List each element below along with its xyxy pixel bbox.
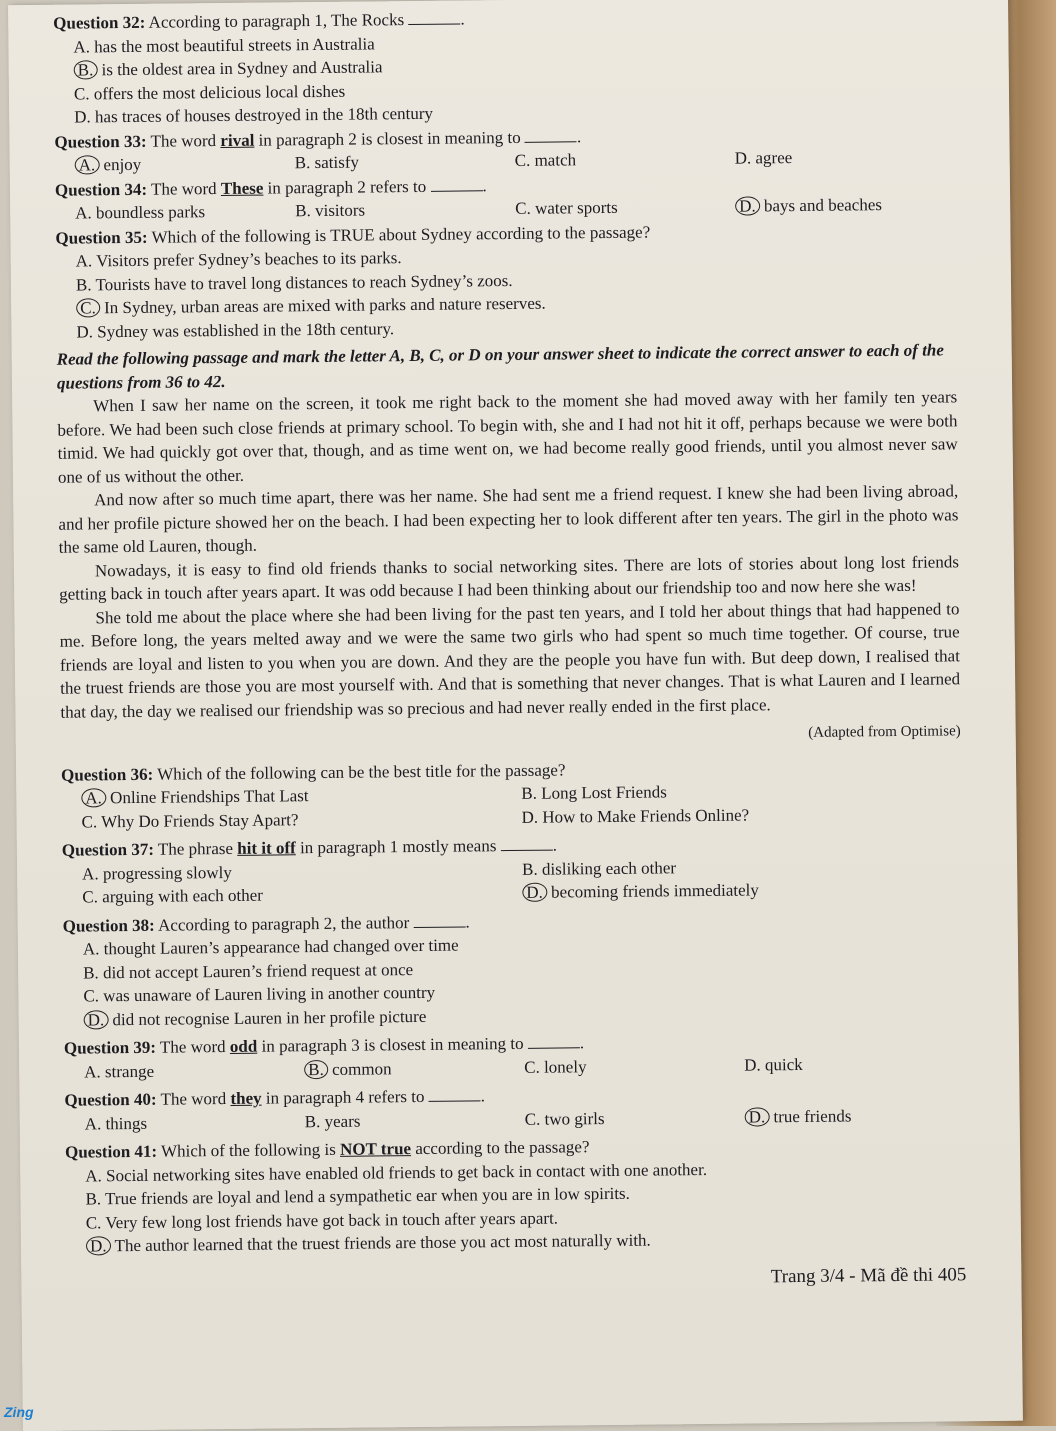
- option-text: things: [105, 1113, 148, 1133]
- question-41: [65, 1131, 966, 1258]
- question-number: Question 38:: [62, 915, 155, 936]
- reading-instruction: Read the following passage and mark the letter A, B, C, or D on your answer sheet to indicate the correct answer to each of the questions from 36 to 42.: [56, 340, 944, 393]
- question-keyword: they: [230, 1088, 262, 1108]
- option-text: common: [331, 1058, 392, 1079]
- option-text: strange: [104, 1061, 155, 1081]
- option-letter: C.: [515, 198, 531, 218]
- answer-blank: [430, 176, 482, 192]
- passage-paragraph-2: And now after so much time apart, there was her name. She had sent me a friend request. I knew she had been living abroad, and her profile picture showed her on the beach. I had been expecting her to look different after ten years. The girl in the photo was the same old Lauren, though.: [58, 481, 959, 557]
- questions-group-1: [53, 2, 956, 343]
- option-text: Tourists have to travel long distances to reach Sydney’s zoos.: [95, 270, 513, 294]
- question-35: [55, 217, 956, 344]
- option-letter: C.: [524, 1109, 541, 1129]
- option-text: match: [534, 150, 577, 170]
- question-keyword: NOT true: [339, 1139, 412, 1159]
- option-letter: D.: [74, 107, 91, 127]
- option-a: [84, 1058, 304, 1084]
- question-36: [61, 754, 962, 834]
- question-number: Question 39:: [63, 1037, 157, 1058]
- option-text: true friends: [773, 1105, 852, 1126]
- option-letter: B.: [74, 60, 98, 79]
- passage-paragraph-3: Nowadays, it is easy to find old friends thanks to social networking sites. There are lots of stories about long lost friends getting back in touch after years apart. It was odd because I had been thinking about our friendship too and now here she was!: [59, 551, 960, 604]
- question-text-after: in paragraph 2 is closest in meaning to: [258, 127, 521, 150]
- reading-passage: [57, 385, 960, 723]
- option-d: [735, 192, 955, 218]
- option-text: bays and beaches: [763, 195, 883, 216]
- option-text: True friends are loyal and lend a sympathetic ear when you are in low spirits.: [104, 1183, 630, 1209]
- option-text: In Sydney, urban areas are mixed with parks and nature reserves.: [103, 293, 546, 318]
- option-c: [81, 805, 521, 833]
- question-text: According to paragraph 1, The Rocks: [148, 10, 405, 32]
- questions-group-2: [61, 754, 966, 1258]
- option-text: arguing with each other: [102, 885, 263, 907]
- option-letter: A.: [85, 1165, 102, 1185]
- option-letter: A.: [75, 155, 100, 174]
- option-letter: D.: [521, 807, 539, 827]
- option-b: [295, 149, 515, 175]
- option-text: is the oldest area in Sydney and Australia: [101, 57, 383, 80]
- option-a: [75, 151, 295, 177]
- option-text: did not recognise Lauren in her profile picture: [112, 1006, 427, 1029]
- option-letter: A.: [73, 36, 91, 57]
- option-c: [515, 147, 735, 173]
- question-32: [53, 2, 954, 129]
- option-letter: C.: [83, 986, 100, 1006]
- question-38: [63, 905, 964, 1032]
- option-text: lonely: [543, 1056, 587, 1077]
- passage-paragraph-4: She told me about the place where she had been living for the past ten years, and I told her about things that had happened to me. Before long, the years melted away and we were the same two girls who had spent so much time together. Of course, true friends are loyal and listen to you when you are down. And they are the people you have fun with. But deep down, I realised that the truest friends are those you are most yourself with. And that is something that never changes. That is what Lauren and I learned that day, the day we realised our friendship was so precious and had never really ended in the first place.: [59, 598, 961, 722]
- option-letter: A.: [81, 788, 106, 807]
- option-d: [744, 1051, 964, 1077]
- option-letter: C.: [524, 1057, 540, 1077]
- option-letter: B.: [304, 1111, 321, 1131]
- question-33: [54, 121, 954, 177]
- option-c: [515, 195, 735, 221]
- option-letter: D.: [735, 196, 760, 215]
- option-text: progressing slowly: [102, 862, 232, 883]
- option-letter: A.: [84, 1061, 101, 1081]
- question-number: Question 34:: [54, 179, 148, 200]
- option-d: [745, 1103, 965, 1129]
- question-40: [64, 1079, 964, 1135]
- option-letter: C.: [85, 1212, 102, 1232]
- option-text: Social networking sites have enabled old friends to get back in contact with one another.: [105, 1159, 708, 1185]
- option-letter: C.: [514, 150, 531, 170]
- option-letter: D.: [745, 1107, 770, 1126]
- option-text: Long Lost Friends: [541, 782, 667, 803]
- option-letter: A.: [75, 251, 93, 271]
- option-text: visitors: [314, 200, 366, 221]
- option-text: Visitors prefer Sydney’s beaches to its parks.: [96, 248, 402, 271]
- option-letter: A.: [82, 939, 100, 959]
- question-text-after: in paragraph 2 refers to: [267, 176, 427, 198]
- option-letter: A.: [82, 863, 99, 884]
- option-text: two girls: [544, 1108, 605, 1129]
- option-text: enjoy: [103, 154, 142, 175]
- option-letter: D.: [522, 883, 547, 902]
- option-text: did not accept Lauren’s friend request at once: [102, 959, 414, 982]
- question-keyword: odd: [229, 1036, 258, 1056]
- option-text: has the most beautiful streets in Australia: [94, 33, 375, 56]
- exam-page: [8, 0, 1023, 1431]
- answer-blank: [408, 9, 460, 25]
- option-letter: B.: [521, 783, 538, 803]
- question-stem: Question 33: The word rival in paragraph 2 is closest in meaning to .: [54, 126, 582, 152]
- option-text: satisfy: [314, 152, 360, 173]
- zing-watermark: Zing: [4, 1404, 34, 1420]
- option-text: disliking each other: [541, 857, 677, 879]
- question-stem: Question 38: According to paragraph 2, the author .: [62, 911, 470, 936]
- question-number: Question 32:: [53, 12, 146, 33]
- page-content: [53, 1, 966, 1295]
- question-stem: Question 39: The word odd in paragraph 3 is closest in meaning to .: [63, 1033, 585, 1058]
- question-37: [62, 829, 963, 909]
- question-text: The word: [150, 178, 217, 199]
- question-number: Question 33:: [54, 131, 147, 152]
- option-d: [521, 801, 961, 829]
- question-stem: Question 37: The phrase hit it off in paragraph 1 mostly means .: [61, 835, 558, 860]
- question-stem: Question 32: According to paragraph 1, The Rocks .: [53, 9, 465, 33]
- question-text: The word: [150, 130, 217, 151]
- option-text: agree: [755, 148, 793, 168]
- option-letter: A.: [84, 1113, 102, 1133]
- option-letter: B.: [83, 962, 99, 983]
- answer-blank: [525, 127, 577, 143]
- question-text: Which of the following is: [160, 1139, 336, 1161]
- option-c: [524, 1053, 744, 1079]
- option-letter: C.: [76, 298, 100, 317]
- question-39: [64, 1027, 964, 1083]
- question-text-after: in paragraph 3 is closest in meaning to: [261, 1033, 524, 1056]
- question-text: The word: [160, 1089, 227, 1109]
- page-footer: Trang 3/4 - Mã đề thi 405: [770, 1263, 967, 1287]
- question-number: Question 35:: [55, 227, 148, 248]
- option-letter: B.: [85, 1189, 102, 1209]
- question-text: Which of the following can be the best title for the passage?: [157, 759, 566, 784]
- option-text: was unaware of Lauren living in another country: [103, 982, 436, 1006]
- question-keyword: hit it off: [237, 838, 296, 858]
- question-keyword: These: [220, 178, 264, 198]
- question-text: The phrase: [157, 838, 234, 859]
- option-letter: B.: [522, 859, 538, 879]
- option-letter: D.: [734, 148, 752, 168]
- option-a: [85, 1110, 305, 1136]
- question-stem: Question 40: The word they in paragraph 4 refers to .: [64, 1086, 486, 1110]
- question-text-after: in paragraph 4 refers to: [265, 1086, 425, 1108]
- option-d: [522, 876, 962, 904]
- option-b: [304, 1055, 524, 1081]
- answer-blank: [501, 836, 553, 852]
- question-keyword: rival: [220, 130, 255, 150]
- question-34: [55, 169, 955, 225]
- question-stem: Question 34: The word These in paragraph 2 refers to .: [54, 175, 487, 200]
- option-text: Very few long lost friends have got back in touch after years apart.: [105, 1208, 559, 1232]
- option-letter: D.: [86, 1236, 111, 1255]
- option-letter: C.: [82, 887, 99, 907]
- option-text: becoming friends immediately: [551, 880, 759, 902]
- option-c: [525, 1105, 745, 1131]
- answer-blank: [413, 912, 465, 928]
- passage-paragraph-1: When I saw her name on the screen, it took me right back to the moment she had moved away with her family ten years before. We had been such close friends at primary school. To begin with, she and I had not hit it off, perhaps because we were both timid. We had quickly got over that, though, and as time went on, we had become really good friends, until you almost never saw one of us without the other.: [57, 387, 958, 487]
- answer-blank: [528, 1033, 580, 1049]
- passage-source: (Adapted from Optimise): [808, 723, 961, 741]
- answer-blank: [429, 1086, 481, 1102]
- option-letter: C.: [81, 811, 98, 832]
- question-text: According to paragraph 2, the author: [157, 912, 410, 935]
- option-text: The author learned that the truest friends are those you act most naturally with.: [114, 1230, 651, 1256]
- option-b: [305, 1107, 525, 1133]
- option-text: boundless parks: [95, 202, 206, 223]
- option-letter: B.: [304, 1059, 328, 1078]
- option-b: [295, 197, 515, 223]
- question-text-after: according to the passage?: [415, 1137, 590, 1159]
- option-text: years: [324, 1111, 361, 1131]
- option-letter: D.: [84, 1010, 109, 1029]
- option-d: [735, 144, 955, 170]
- option-letter: A.: [75, 203, 92, 223]
- option-text: Online Friendships That Last: [110, 786, 309, 808]
- question-number: Question 36:: [60, 764, 154, 785]
- option-text: water sports: [534, 197, 618, 218]
- option-letter: D.: [744, 1054, 761, 1075]
- question-number: Question 41:: [64, 1141, 158, 1162]
- option-a: [75, 199, 295, 225]
- option-letter: B.: [75, 274, 92, 295]
- option-letter: C.: [73, 83, 90, 104]
- question-number: Question 37:: [61, 839, 155, 860]
- option-text: has traces of houses destroyed in the 18th century: [94, 103, 434, 127]
- option-letter: B.: [294, 153, 311, 173]
- option-letter: B.: [295, 201, 311, 221]
- option-text: quick: [764, 1054, 803, 1074]
- option-text: offers the most delicious local dishes: [93, 81, 346, 103]
- option-text: How to Make Friends Online?: [542, 805, 750, 827]
- question-text-after: in paragraph 1 mostly means: [299, 836, 497, 858]
- question-text: Which of the following is TRUE about Sydney according to the passage?: [151, 222, 651, 247]
- option-text: Sydney was established in the 18th century.: [97, 318, 395, 341]
- option-letter: D.: [76, 321, 94, 342]
- question-number: Question 40:: [64, 1089, 157, 1110]
- option-text: Why Do Friends Stay Apart?: [101, 809, 299, 831]
- question-text: The word: [159, 1037, 226, 1057]
- option-text: thought Lauren’s appearance had changed over time: [103, 935, 459, 959]
- option-c: [82, 881, 522, 909]
